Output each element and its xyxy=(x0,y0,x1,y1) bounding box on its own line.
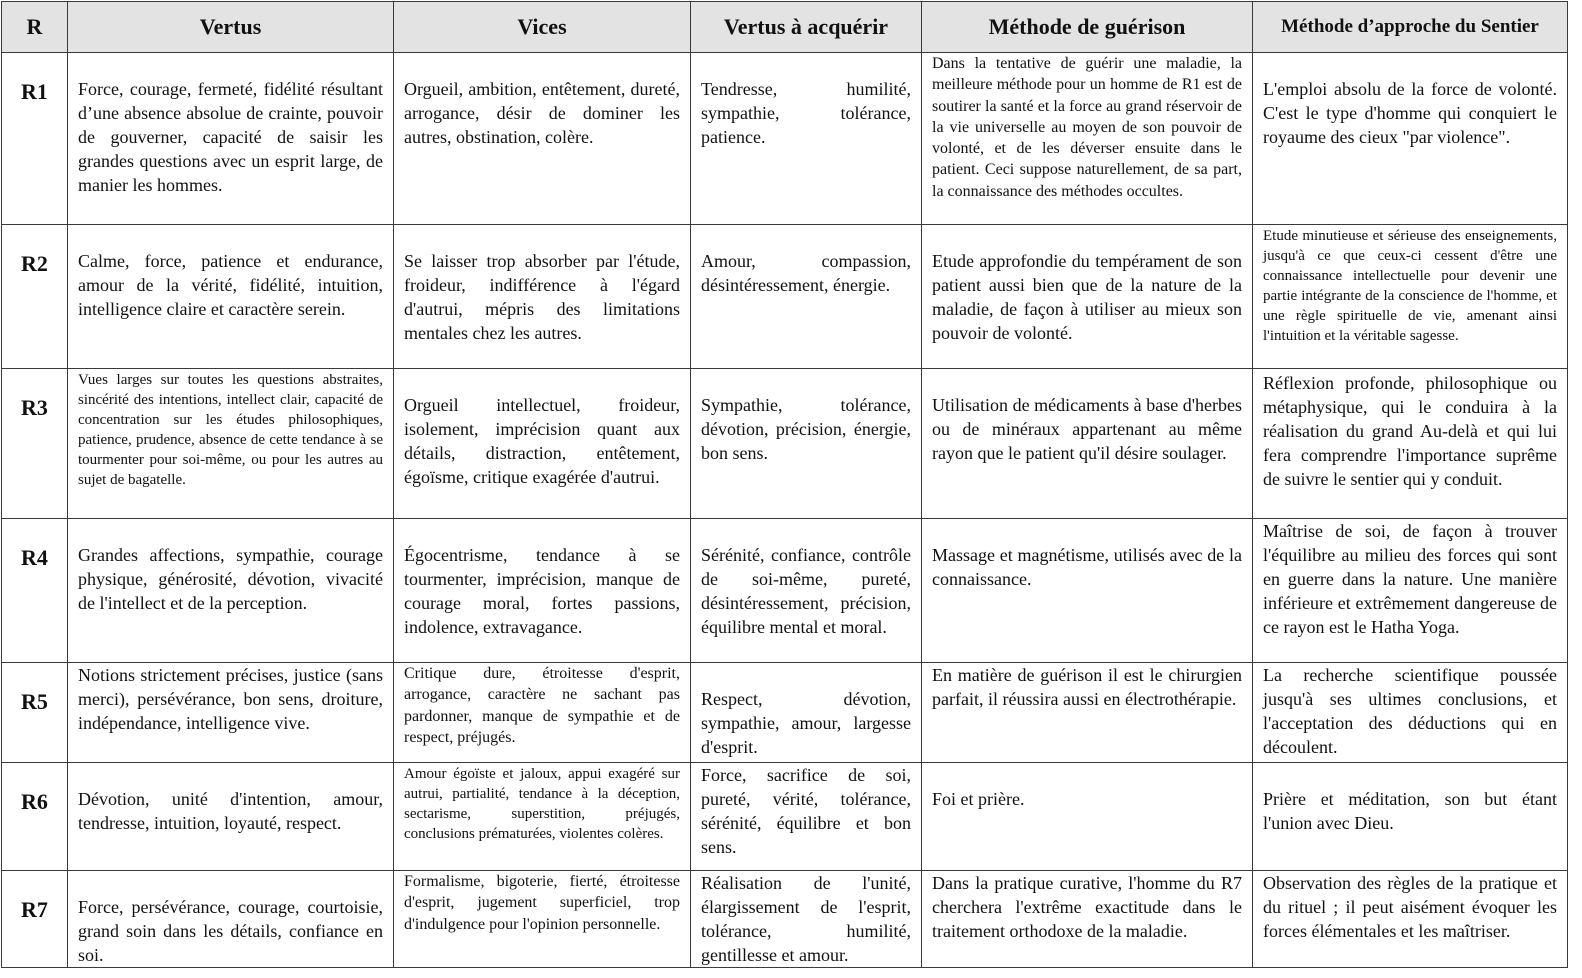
vertus-a-acquerir-cell: Amour, compassion, désintéressement, énergie. xyxy=(691,225,922,369)
vices-cell: Amour égoïste et jaloux, appui exagéré sur autrui, partialité, tendance à la déception, sectarisme, superstition, préjugés, conclusions prématurées, violentes colères. xyxy=(394,763,691,871)
methode-approche-cell: Observation des règles de la pratique et du rituel ; il peut aisément évoquer les forces élémentales et les maîtriser. xyxy=(1253,871,1568,968)
header-methode-approche: Méthode d’approche du Sentier xyxy=(1253,2,1568,53)
table-row-r6 xyxy=(2,763,1568,871)
ray-label: R5 xyxy=(2,663,68,763)
vertus-cell: Notions strictement précises, justice (sans merci), persévérance, bon sens, droiture, indépendance, intelligence vive. xyxy=(68,663,394,763)
ray-label: R2 xyxy=(2,225,68,369)
vices-cell: Se laisser trop absorber par l'étude, froideur, indifférence à l'égard d'autrui, mépris des limitations mentales chez les autres. xyxy=(394,225,691,369)
methode-guerison-cell: En matière de guérison il est le chirurgien parfait, il réussira aussi en électrothérapie. xyxy=(922,663,1253,763)
methode-guerison-cell: Dans la pratique curative, l'homme du R7 cherchera l'extrême exactitude dans le traitement orthodoxe de la maladie. xyxy=(922,871,1253,968)
header-vertus: Vertus xyxy=(68,2,394,53)
methode-approche-cell: L'emploi absolu de la force de volonté. C'est le type d'homme qui conquiert le royaume des cieux "par violence". xyxy=(1253,53,1568,225)
ray-label: R6 xyxy=(2,763,68,871)
header-vices: Vices xyxy=(394,2,691,53)
vertus-a-acquerir-cell: Respect, dévotion, sympathie, amour, largesse d'esprit. xyxy=(691,663,922,763)
vices-cell: Orgueil intellectuel, froideur, isolement, imprécision quant aux détails, distraction, entêtement, égoïsme, critique exagérée d'autrui. xyxy=(394,369,691,519)
vertus-a-acquerir-cell: Sympathie, tolérance, dévotion, précision, énergie, bon sens. xyxy=(691,369,922,519)
header-row xyxy=(2,2,1568,53)
methode-approche-cell: Maîtrise de soi, de façon à trouver l'équilibre au milieu des forces qui sont en guerre dans la nature. Une manière inférieure et extrêmement dangereuse de ce rayon est le Hatha Yoga. xyxy=(1253,519,1568,663)
table-row-r4 xyxy=(2,519,1568,663)
table-row-r3 xyxy=(2,369,1568,519)
vertus-cell: Force, persévérance, courage, courtoisie, grand soin dans les détails, confiance en soi. xyxy=(68,871,394,968)
vertus-cell: Dévotion, unité d'intention, amour, tendresse, intuition, loyauté, respect. xyxy=(68,763,394,871)
vices-cell: Égocentrisme, tendance à se tourmenter, imprécision, manque de courage moral, fortes passions, indolence, extravagance. xyxy=(394,519,691,663)
table-row-r2 xyxy=(2,225,1568,369)
vertus-a-acquerir-cell: Force, sacrifice de soi, pureté, vérité, tolérance, sérénité, équilibre et bon sens. xyxy=(691,763,922,871)
methode-approche-cell: La recherche scientifique poussée jusqu'à ses ultimes conclusions, et l'acceptation des déductions qui en découlent. xyxy=(1253,663,1568,763)
vertus-cell: Vues larges sur toutes les questions abstraites, sincérité des intentions, intellect clair, capacité de concentration sur les études philosophiques, patience, prudence, absence de cette tendance à se tourmenter pour soi-même, ou pour les autres au sujet de bagatelle. xyxy=(68,369,394,519)
methode-guerison-cell: Massage et magnétisme, utilisés avec de la connaissance. xyxy=(922,519,1253,663)
table-row-r1 xyxy=(2,53,1568,225)
vertus-a-acquerir-cell: Sérénité, confiance, contrôle de soi-même, pureté, désintéressement, précision, équilibre mental et moral. xyxy=(691,519,922,663)
vertus-cell: Grandes affections, sympathie, courage physique, générosité, dévotion, vivacité de l'intellect et de la perception. xyxy=(68,519,394,663)
vices-cell: Critique dure, étroitesse d'esprit, arrogance, caractère ne sachant pas pardonner, manque de sympathie et de respect, préjugés. xyxy=(394,663,691,763)
methode-guerison-cell: Utilisation de médicaments à base d'herbes ou de minéraux appartenant au même rayon que le patient qu'il désire soulager. xyxy=(922,369,1253,519)
header-vertus-a-acquerir: Vertus à acquérir xyxy=(691,2,922,53)
methode-guerison-cell: Dans la tentative de guérir une maladie, la meilleure méthode pour un homme de R1 est de soutirer la santé et la force au grand réservoir de la vie universelle au moyen de son pouvoir de volonté, et de les déverser ensuite dans le patient. Ceci suppose naturellement, de sa part, la connaissance des méthodes occultes. xyxy=(922,53,1253,225)
vertus-cell: Force, courage, fermeté, fidélité résultant d’une absence absolue de crainte, pouvoir de gouverner, capacité de saisir les grandes questions avec un esprit large, de manier les hommes. xyxy=(68,53,394,225)
methode-approche-cell: Réflexion profonde, philosophique ou métaphysique, qui le conduira à la réalisation du grand Au-delà et qui lui fera comprendre l'importance suprême de suivre le sentier qui y conduit. xyxy=(1253,369,1568,519)
table-row-r7 xyxy=(2,871,1568,968)
ray-label: R4 xyxy=(2,519,68,663)
methode-guerison-cell: Foi et prière. xyxy=(922,763,1253,871)
table-row-r5 xyxy=(2,663,1568,763)
ray-label: R1 xyxy=(2,53,68,225)
vices-cell: Orgueil, ambition, entêtement, dureté, arrogance, désir de dominer les autres, obstination, colère. xyxy=(394,53,691,225)
rays-table xyxy=(1,1,1568,968)
vertus-cell: Calme, force, patience et endurance, amour de la vérité, fidélité, intuition, intelligence claire et caractère serein. xyxy=(68,225,394,369)
vertus-a-acquerir-cell: Tendresse, humilité, sympathie, tolérance, patience. xyxy=(691,53,922,225)
vices-cell: Formalisme, bigoterie, fierté, étroitesse d'esprit, jugement superficiel, trop d'indulgence pour l'opinion personnelle. xyxy=(394,871,691,968)
methode-approche-cell: Prière et méditation, son but étant l'union avec Dieu. xyxy=(1253,763,1568,871)
methode-approche-cell: Etude minutieuse et sérieuse des enseignements, jusqu'à ce que ceux-ci cessent d'être une connaissance intellectuelle pour devenir une partie intégrante de la conscience de l'homme, et une règle spirituelle de vie, amenant ainsi l'intuition et la véritable sagesse. xyxy=(1253,225,1568,369)
ray-label: R3 xyxy=(2,369,68,519)
header-methode-guerison: Méthode de guérison xyxy=(922,2,1253,53)
header-r: R xyxy=(2,2,68,53)
vertus-a-acquerir-cell: Réalisation de l'unité, élargissement de l'esprit, tolérance, humilité, gentillesse et amour. xyxy=(691,871,922,968)
ray-label: R7 xyxy=(2,871,68,968)
methode-guerison-cell: Etude approfondie du tempérament de son patient aussi bien que de la nature de la maladie, de façon à utiliser au mieux son pouvoir de volonté. xyxy=(922,225,1253,369)
